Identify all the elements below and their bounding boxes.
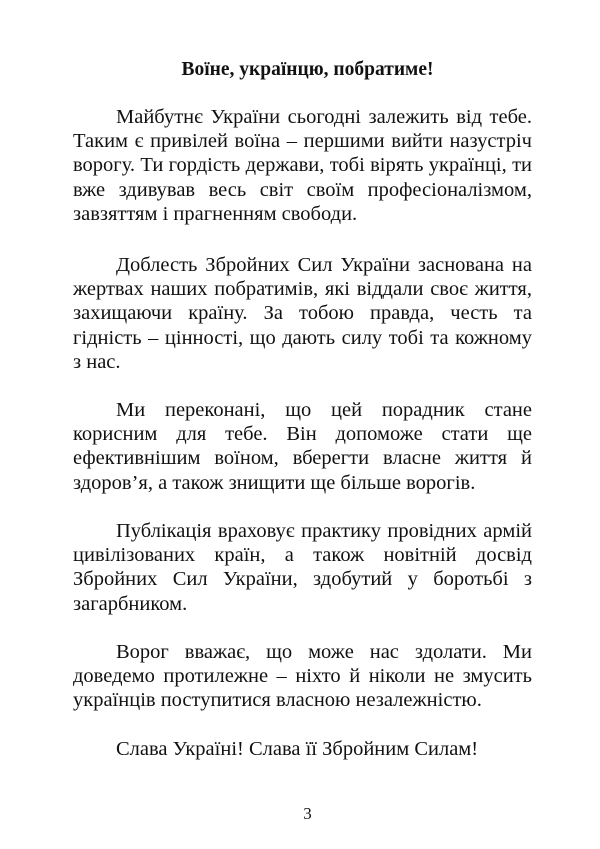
paragraph-enemy: Ворог вважає, що може нас здолати. Ми доведемо протилежне – ніхто й ніколи не змусить українців поступитися власною незалежністю. bbox=[73, 641, 532, 712]
paragraph-glory: Слава Україні! Слава її Збройним Силам! bbox=[116, 738, 479, 760]
paragraph-publication: Публікація враховує практику провідних армій цивілізованих країн, а також новітній досвід Збройних Сил України, здобутий у боротьбі з загарбником. bbox=[73, 520, 532, 615]
page-number: 3 bbox=[303, 804, 312, 823]
paragraph-future: Майбутнє України сьогодні залежить від тебе. Таким є привілей воїна – першими вийти назустріч ворогу. Ти гордість держави, тобі вірять українці, ти вже здивував весь світ своїм професіоналізмом, завзяттям і прагненням свободи. bbox=[73, 106, 532, 225]
paragraph-guide: Ми переконані, що цей порадник стане корисним для тебе. Він допоможе стати ще ефективнішим воїном, вберегти власне життя й здоров’я, а також знищити ще більше ворогів. bbox=[73, 399, 532, 494]
paragraph-valor: Доблесть Збройних Сил України заснована на жертвах наших побратимів, які віддали своє життя, захищаючи країну. За тобою правда, честь та гідність – цінності, що дають силу тобі та кожному з нас. bbox=[73, 254, 532, 373]
document-page bbox=[73, 0, 532, 849]
page-title: Воїне, українцю, побратиме! bbox=[181, 59, 434, 80]
